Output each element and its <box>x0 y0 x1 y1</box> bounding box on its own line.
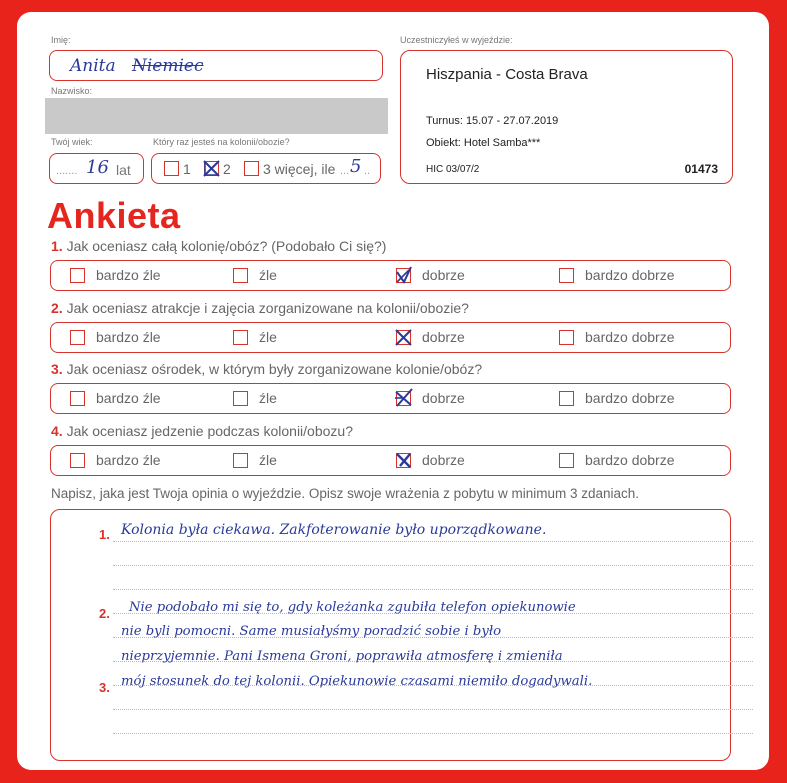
q4-option-bardzo-dobrze: bardzo dobrze <box>585 452 675 468</box>
trip-name: Hiszpania - Costa Brava <box>426 66 588 83</box>
trip-code: HIC 03/07/2 <box>426 164 480 175</box>
times-label: Który raz jesteś na kolonii/obozie? <box>153 137 290 147</box>
q4-checkbox-zle[interactable] <box>233 453 248 468</box>
q3-option-bardzo-dobrze: bardzo dobrze <box>585 390 675 406</box>
first-name-crossed: Niemiec <box>132 56 204 76</box>
times-option-2: 2 <box>223 161 231 177</box>
times-dots-end: .. <box>364 165 371 177</box>
times-checkbox-3[interactable] <box>244 161 259 176</box>
q4-option-zle: źle <box>259 452 277 468</box>
q4-checkbox-bardzo-zle[interactable] <box>70 453 85 468</box>
q2-option-bardzo-dobrze: bardzo dobrze <box>585 329 675 345</box>
q4-checkbox-dobrze[interactable] <box>396 453 411 468</box>
question-3: 3. Jak oceniasz ośrodek, w którym były zorganizowane kolonie/obóz? <box>51 361 483 377</box>
q2-option-bardzo-zle: bardzo źle <box>96 329 161 345</box>
opinion-number-2: 2. <box>99 606 110 621</box>
age-label: Twój wiek: <box>51 137 93 147</box>
opinion-line-5: mój stosunek do tej kolonii. Opiekunowie czasami niemiło dogadywali. <box>121 674 593 689</box>
q3-option-zle: źle <box>259 390 277 406</box>
question-4: 4. Jak oceniasz jedzenie podczas kolonii/obozu? <box>51 423 353 439</box>
opinion-number-3: 3. <box>99 680 110 695</box>
question-2: 2. Jak oceniasz atrakcje i zajęcia zorganizowane na kolonii/obozie? <box>51 300 469 316</box>
q2-checkbox-zle[interactable] <box>233 330 248 345</box>
surname-label: Nazwisko: <box>51 86 93 96</box>
times-field <box>151 153 381 184</box>
opinion-line-2: Nie podobało mi się to, gdy koleżanka zgubiła telefon opiekunowie <box>129 600 576 615</box>
q1-option-bardzo-zle: bardzo źle <box>96 267 161 283</box>
q2-option-dobrze: dobrze <box>422 329 465 345</box>
q3-checkbox-bardzo-dobrze[interactable] <box>559 391 574 406</box>
trip-turnus: Turnus: 15.07 - 27.07.2019 <box>426 115 559 127</box>
age-value: 16 <box>86 157 109 178</box>
q3-option-dobrze: dobrze <box>422 390 465 406</box>
question-4-options <box>50 445 731 476</box>
opinion-line-3: nie byli pomocni. Same musiałyśmy poradzić sobie i było <box>121 624 502 639</box>
q4-option-dobrze: dobrze <box>422 452 465 468</box>
q3-checkbox-dobrze[interactable] <box>396 391 411 406</box>
participant-label: Uczestniczyłeś w wyjeździe: <box>400 35 513 45</box>
times-option-3: 3 więcej, ile <box>263 161 336 177</box>
trip-number: 01473 <box>684 162 718 176</box>
age-dots: ....... <box>56 165 78 177</box>
opinion-box[interactable] <box>50 509 731 761</box>
surname-redacted <box>45 98 388 134</box>
q1-option-zle: źle <box>259 267 277 283</box>
question-2-options <box>50 322 731 353</box>
q3-option-bardzo-zle: bardzo źle <box>96 390 161 406</box>
question-3-options <box>50 383 731 414</box>
trip-obiekt: Obiekt: Hotel Samba*** <box>426 137 541 149</box>
q1-checkbox-bardzo-zle[interactable] <box>70 268 85 283</box>
q1-checkbox-bardzo-dobrze[interactable] <box>559 268 574 283</box>
age-unit: lat <box>116 162 131 178</box>
times-option-1: 1 <box>183 161 191 177</box>
q2-checkbox-bardzo-dobrze[interactable] <box>559 330 574 345</box>
q3-checkbox-zle[interactable] <box>233 391 248 406</box>
opinion-number-1: 1. <box>99 527 110 542</box>
q4-option-bardzo-zle: bardzo źle <box>96 452 161 468</box>
age-field[interactable] <box>49 153 144 184</box>
q2-checkbox-dobrze[interactable] <box>396 330 411 345</box>
opinion-line-4: nieprzyjemnie. Pani Ismena Groni, poprawiła atmosferę i zmieniła <box>121 649 563 664</box>
times-count: 5 <box>350 156 362 177</box>
first-name-field[interactable] <box>49 50 383 81</box>
opinion-prompt: Napisz, jaka jest Twoja opinia o wyjeździe. Opisz swoje wrażenia z pobytu w minimum 3 zdaniach. <box>51 486 640 501</box>
times-checkbox-1[interactable] <box>164 161 179 176</box>
q3-checkbox-bardzo-zle[interactable] <box>70 391 85 406</box>
trip-info-box <box>400 50 733 184</box>
first-name-label: Imię: <box>51 35 71 45</box>
first-name-value: Anita <box>70 56 116 76</box>
survey-title: Ankieta <box>47 195 181 236</box>
q2-checkbox-bardzo-zle[interactable] <box>70 330 85 345</box>
q1-checkbox-dobrze[interactable] <box>396 268 411 283</box>
question-1: 1. Jak oceniasz całą kolonię/obóz? (Podobało Ci się?) <box>51 238 387 254</box>
times-checkbox-2[interactable] <box>204 161 219 176</box>
q2-option-zle: źle <box>259 329 277 345</box>
q1-option-bardzo-dobrze: bardzo dobrze <box>585 267 675 283</box>
times-dots: ... <box>340 165 350 177</box>
q1-checkbox-zle[interactable] <box>233 268 248 283</box>
survey-sheet <box>17 12 769 770</box>
opinion-line-1: Kolonia była ciekawa. Zakfoterowanie było uporządkowane. <box>121 522 547 538</box>
q4-checkbox-bardzo-dobrze[interactable] <box>559 453 574 468</box>
q1-option-dobrze: dobrze <box>422 267 465 283</box>
question-1-options <box>50 260 731 291</box>
